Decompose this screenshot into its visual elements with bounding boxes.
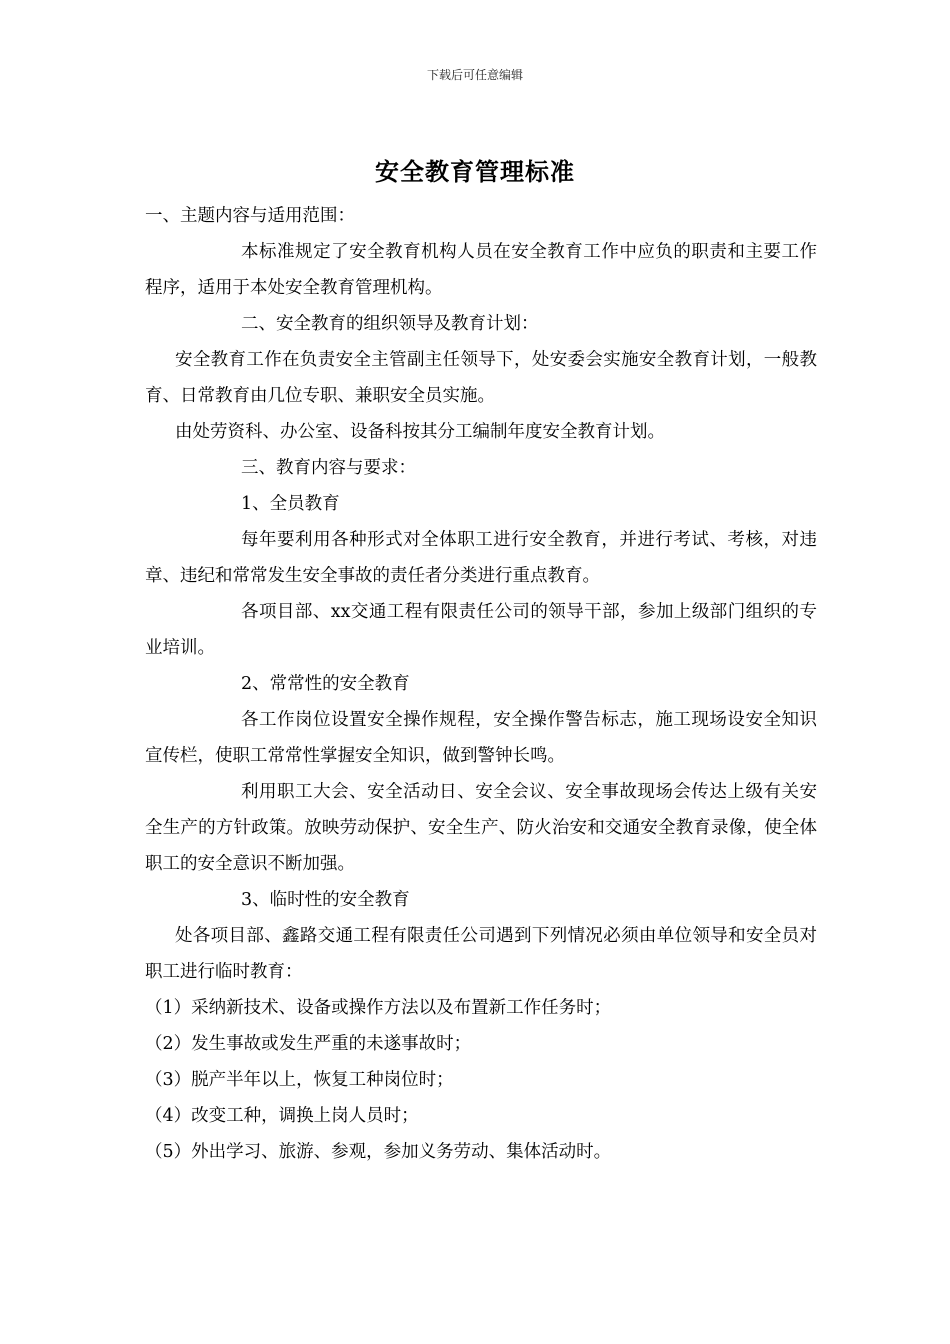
list-item: （1）采纳新技术、设备或操作方法以及布置新工作任务时； — [145, 998, 612, 1018]
list-item: （2）发生事故或发生严重的未遂事故时； — [145, 1034, 472, 1054]
paragraph-temporary-conditions: 处各项目部、鑫路交通工程有限责任公司遇到下列情况必须由单位领导和安全员对职工进行临时教育： — [145, 926, 817, 982]
paragraph-operation-rules: 各工作岗位设置安全操作规程，安全操作警告标志，施工现场设安全知识宣传栏，使职工常常性掌握安全知识，做到警钟长鸣。 — [145, 710, 817, 766]
paragraph-scope: 本标准规定了安全教育机构人员在安全教育工作中应负的职责和主要工作程序，适用于本处安全教育管理机构。 — [145, 242, 817, 298]
document-body — [145, 198, 817, 1170]
paragraph-leadership: 安全教育工作在负责安全主管副主任领导下，处安委会实施安全教育计划，一般教育、日常教育由几位专职、兼职安全员实施。 — [145, 350, 817, 406]
list-item: （4）改变工种，调换上岗人员时； — [145, 1106, 419, 1126]
list-item: （3）脱产半年以上，恢复工种岗位时； — [145, 1070, 454, 1090]
subheading-regular: 2、常常性的安全教育 — [241, 674, 410, 694]
header-note: 下载后可任意编辑 — [426, 68, 523, 82]
list-item: （5）外出学习、旅游、参观，参加义务劳动、集体活动时。 — [145, 1142, 612, 1162]
section-heading-1: 一、主题内容与适用范围： — [145, 206, 355, 226]
subheading-all-staff: 1、全员教育 — [241, 494, 340, 514]
section-heading-2: 二、安全教育的组织领导及教育计划： — [241, 314, 539, 334]
paragraph-staff-meetings: 利用职工大会、安全活动日、安全会议、安全事故现场会传达上级有关安全生产的方针政策。放映劳动保护、安全生产、防火治安和交通安全教育录像，使全体职工的安全意识不断加强。 — [145, 782, 817, 874]
subheading-temporary: 3、临时性的安全教育 — [241, 890, 410, 910]
paragraph-annual-education: 每年要利用各种形式对全体职工进行安全教育，并进行考试、考核，对违章、违纪和常常发生安全事故的责任者分类进行重点教育。 — [145, 530, 817, 586]
paragraph-leader-training: 各项目部、xx交通工程有限责任公司的领导干部，参加上级部门组织的专业培训。 — [145, 602, 817, 658]
paragraph-plan: 由处劳资科、办公室、设备科按其分工编制年度安全教育计划。 — [175, 422, 665, 442]
document-title: 安全教育管理标准 — [375, 157, 575, 186]
section-heading-3: 三、教育内容与要求： — [241, 458, 416, 478]
